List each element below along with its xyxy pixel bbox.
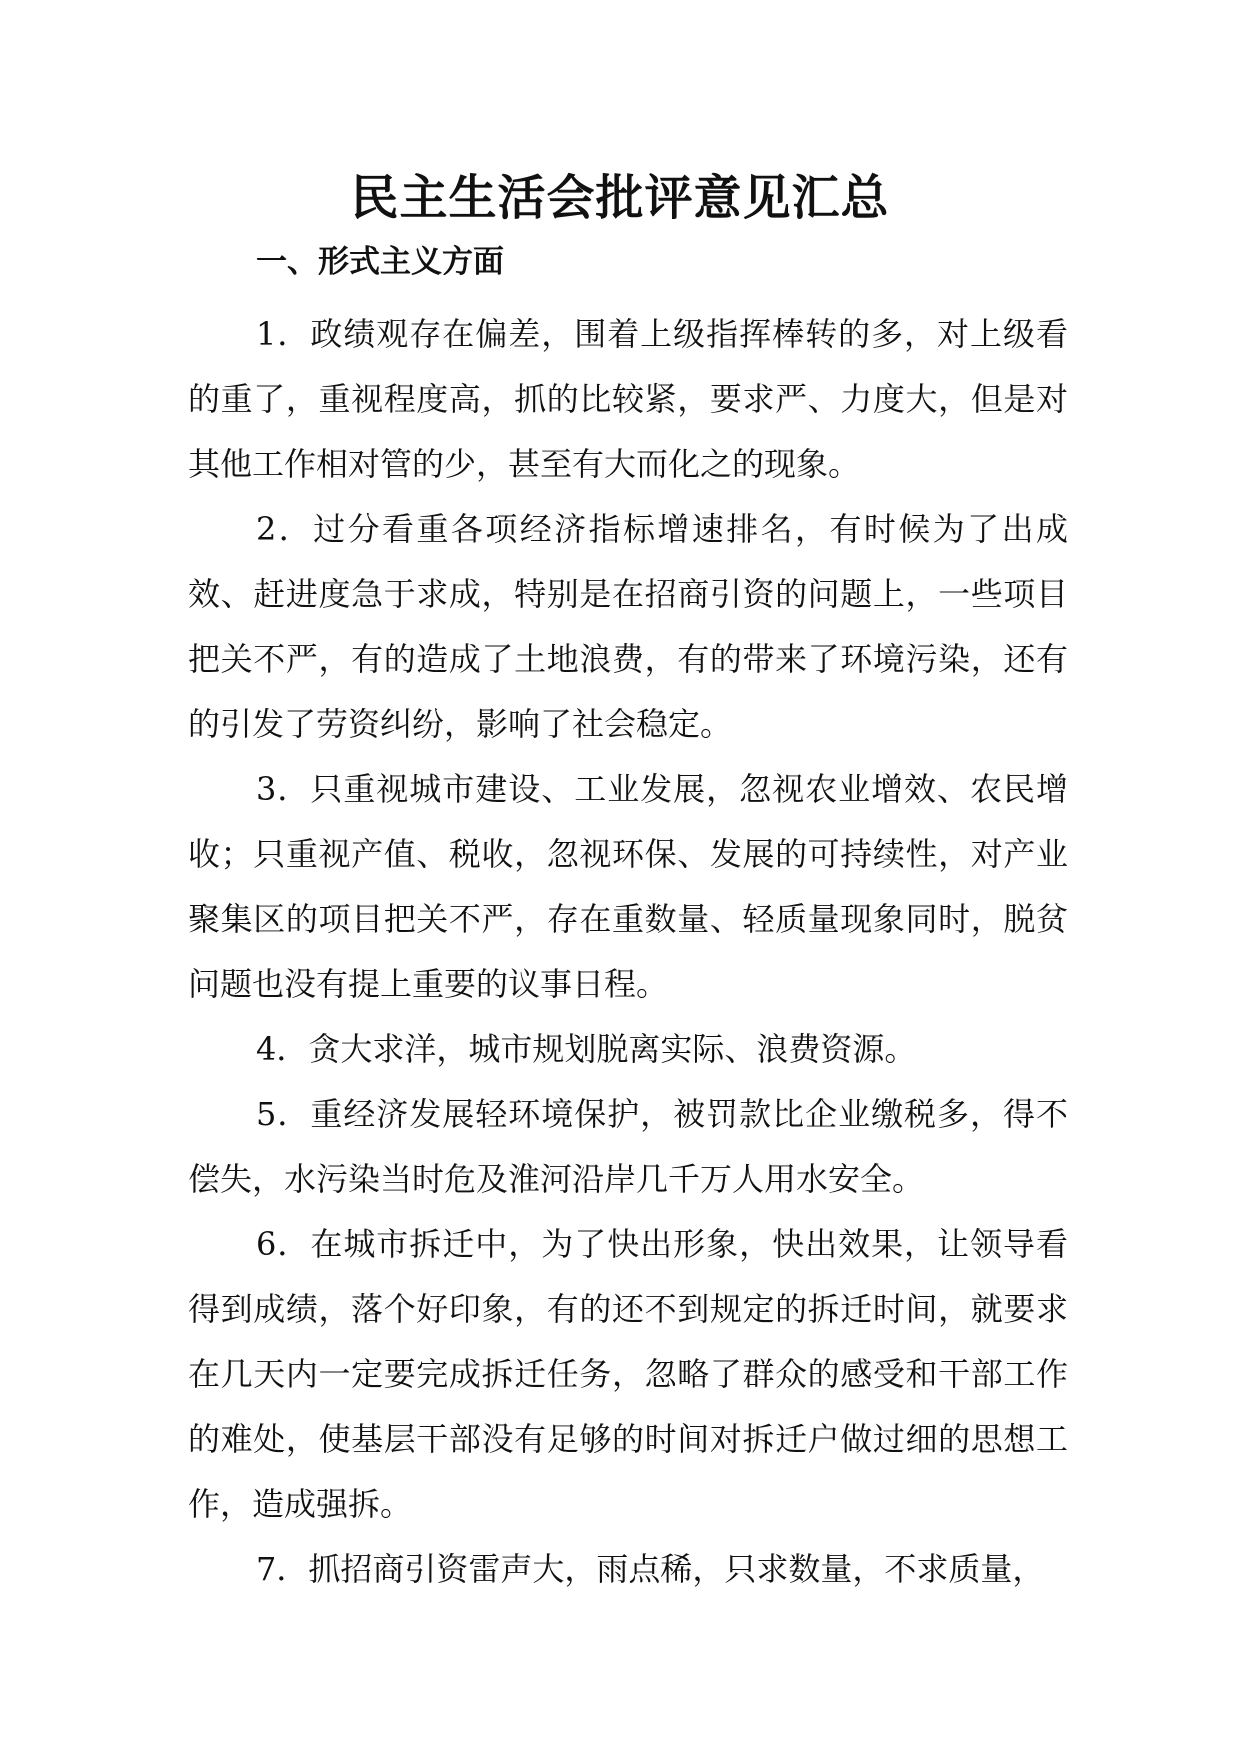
- document-body: [188, 302, 1068, 1602]
- document-title: 民主生活会批评意见汇总: [350, 170, 890, 226]
- paragraph-3: [188, 757, 1068, 1017]
- section-heading: 一、形式主义方面: [256, 244, 504, 280]
- paragraph-text: ．政绩观存在偏差，围着上级指挥棒转的多，对上级看的重了，重视程度高，抓的比较紧，要求严、力度大，但是对其他工作相对管的少，甚至有大而化之的现象。: [188, 315, 1068, 483]
- paragraph-number: 6: [256, 1225, 277, 1263]
- paragraph-number: 3: [256, 770, 277, 808]
- paragraph-number: 4: [256, 1030, 277, 1068]
- paragraph-text: ．抓招商引资雷声大，雨点稀，只求数量，不求质量，: [276, 1550, 1045, 1588]
- paragraph-4: [188, 1017, 1068, 1082]
- paragraph-number: 2: [256, 510, 277, 548]
- paragraph-number: 1: [256, 315, 277, 353]
- paragraph-number: 7: [256, 1550, 277, 1588]
- paragraph-text: ．在城市拆迁中，为了快出形象，快出效果，让领导看得到成绩，落个好印象，有的还不到规定的拆迁时间，就要求在几天内一定要完成拆迁任务，忽略了群众的感受和干部工作的难处，使基层干部没有足够的时间对拆迁户做过细的思想工作，造成强拆。: [188, 1225, 1068, 1523]
- paragraph-1: [188, 302, 1068, 497]
- paragraph-number: 5: [256, 1095, 277, 1133]
- paragraph-text: ．只重视城市建设、工业发展，忽视农业增效、农民增收；只重视产值、税收，忽视环保、发展的可持续性，对产业聚集区的项目把关不严，存在重数量、轻质量现象同时，脱贫问题也没有提上重要的议事日程。: [188, 770, 1068, 1003]
- paragraph-5: [188, 1082, 1068, 1212]
- paragraph-text: ．重经济发展轻环境保护，被罚款比企业缴税多，得不偿失，水污染当时危及淮河沿岸几千万人用水安全。: [188, 1095, 1068, 1198]
- paragraph-text: ．贪大求洋，城市规划脱离实际、浪费资源。: [276, 1030, 917, 1068]
- paragraph-2: [188, 497, 1068, 757]
- paragraph-text: ．过分看重各项经济指标增速排名，有时候为了出成效、赶进度急于求成，特别是在招商引资的问题上，一些项目把关不严，有的造成了土地浪费，有的带来了环境污染，还有的引发了劳资纠纷，影响了社会稳定。: [188, 510, 1068, 743]
- paragraph-6: [188, 1212, 1068, 1537]
- paragraph-7: [188, 1537, 1068, 1602]
